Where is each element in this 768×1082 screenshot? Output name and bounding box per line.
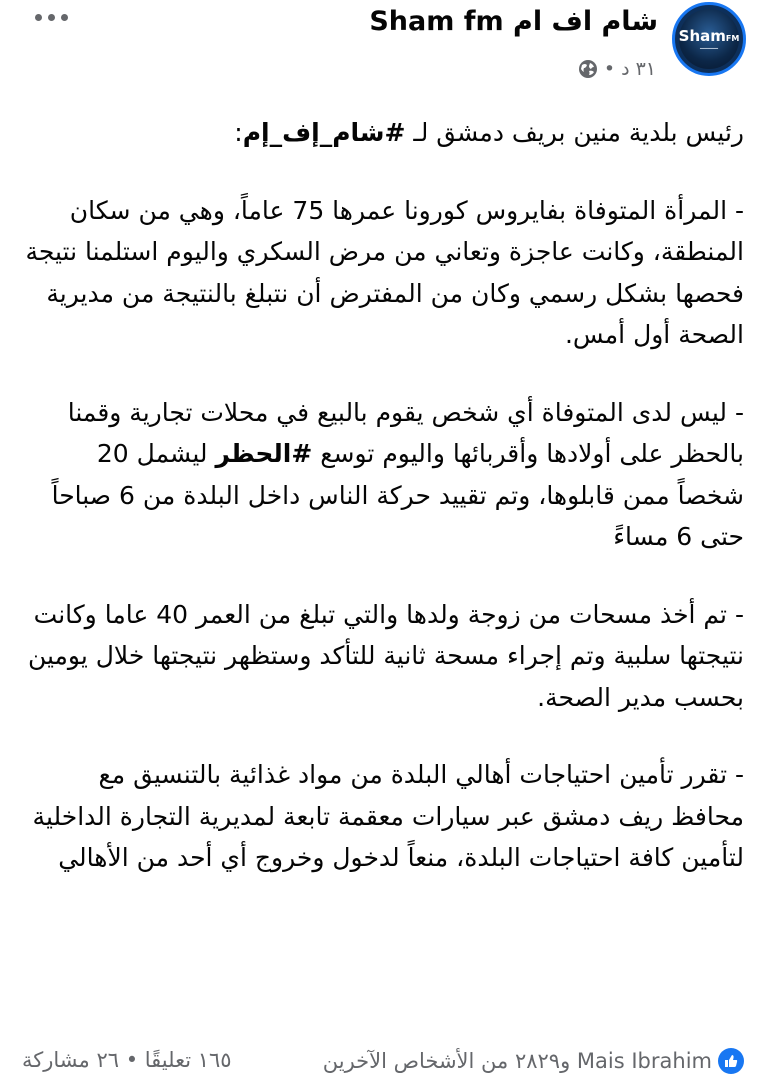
post-footer <box>0 1042 768 1082</box>
dot-icon <box>35 14 42 21</box>
post-paragraph-1: - المرأة المتوفاة بفايروس كورونا عمرها 75 عاماً، وهي من سكان المنطقة، وكانت عاجزة وتعاني من مرض السكري واليوم استلمنا نتيجة فحصها بشكل رسمي وكان من المفترض أن نتبلغ بالنتيجة من مديرية الصحة أول أمس. <box>25 195 744 349</box>
post-paragraph-3: - تم أخذ مسحات من زوجة ولدها والتي تبلغ من العمر 40 عاما وكانت نتيجتها سلبية وتم إجراء مسحة ثانية للتأكد وستظهر نتيجتها خلال يومين بحسب مدير الصحة. <box>27 599 744 712</box>
meta-separator: • <box>603 58 616 80</box>
reactions-text: Mais Ibrahim و٢٨٢٩ من الأشخاص الآخرين <box>322 1049 712 1073</box>
hashtag-link[interactable]: #الحظر <box>215 439 313 468</box>
post-paragraph-4: - تقرر تأمين احتياجات أهالي البلدة من مواد غذائية بالتنسيق مع محافظ ريف دمشق عبر سيارات معقمة تابعة لمديرية التجارة الداخلية لتأمين كافة احتياجات البلدة، منعاً لدخول وخروج أي أحد من الأهالي <box>32 760 744 872</box>
dot-icon <box>61 14 68 21</box>
post-meta <box>578 54 656 84</box>
post-header <box>0 0 768 100</box>
post-intro: رئيس بلدية منين بريف دمشق لـ #شام_إف_إم: <box>234 118 744 147</box>
globe-icon <box>578 59 598 79</box>
page-avatar[interactable] <box>672 2 746 76</box>
post-text <box>24 112 744 879</box>
page-name-link[interactable]: شام اف ام Sham fm <box>369 6 658 37</box>
reactions-summary[interactable] <box>323 1048 744 1074</box>
more-options-button[interactable] <box>26 4 76 30</box>
hashtag-link[interactable]: #شام_إف_إم <box>242 118 406 147</box>
dot-icon <box>48 14 55 21</box>
post-paragraph-2: - ليس لدى المتوفاة أي شخص يقوم بالبيع في محلات تجارية وقمنا بالحظر على أولادها وأقربائها واليوم توسع #الحظر ليشمل 20 شخصاً ممن قابلوها، وتم تقييد حركة الناس داخل البلدة من 6 صباحاً حتى 6 مساءً <box>51 397 744 551</box>
post-time[interactable]: ٣١ د <box>621 58 656 80</box>
like-reaction-icon <box>718 1048 744 1074</box>
comments-shares-count[interactable]: ١٦٥ تعليقًا • ٢٦ مشاركة <box>22 1048 232 1072</box>
sham-fm-logo: ShamFM ━━━━━━ <box>679 9 739 69</box>
